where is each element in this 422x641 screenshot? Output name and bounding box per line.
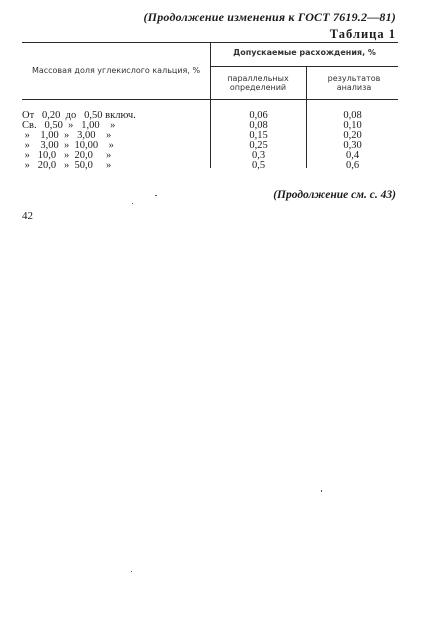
- scan-speck: [321, 490, 322, 492]
- continuation-footer: (Продолжение см. с. 43): [273, 189, 396, 201]
- cell-parallel: 0,3: [251, 150, 266, 161]
- cell-results: 0,4: [345, 150, 360, 161]
- col-header-main: Массовая доля углекислого кальция, %: [31, 66, 201, 75]
- row-label: » 20,0 » 50,0 »: [22, 160, 112, 171]
- row-label: Св. 0,50 » 1,00 »: [22, 120, 116, 131]
- col-header-group: Допускаемые расхождения, %: [233, 48, 376, 57]
- cell-results: 0,20: [343, 130, 362, 141]
- scan-speck: [132, 203, 133, 204]
- cell-parallel: 0,06: [249, 110, 268, 121]
- cell-parallel: 0,25: [249, 140, 268, 151]
- group-header-rule: [210, 66, 398, 67]
- row-label: » 1,00 » 3,00 »: [22, 130, 112, 141]
- row-label: » 3,00 » 10,00 »: [22, 140, 114, 151]
- cell-parallel: 0,5: [251, 160, 266, 171]
- row-label: » 10,0 » 20,0 »: [22, 150, 112, 161]
- continuation-header: (Продолжение изменения к ГОСТ 7619.2—81): [143, 10, 396, 24]
- col-header-results: результатов анализа: [327, 74, 381, 92]
- col-header-parallel: параллельных определений: [227, 74, 289, 92]
- cell-results: 0,10: [343, 120, 362, 131]
- cell-parallel: 0,08: [249, 120, 268, 131]
- cell-results: 0,30: [343, 140, 362, 151]
- page-number: 42: [22, 210, 33, 222]
- table-title: Таблица 1: [329, 27, 396, 41]
- cell-results: 0,08: [343, 110, 362, 121]
- scan-speck: [155, 195, 157, 196]
- cell-parallel: 0,15: [249, 130, 268, 141]
- row-label: От 0,20 до 0,50 включ.: [22, 110, 136, 121]
- cell-results: 0,6: [345, 160, 360, 171]
- data-table: [22, 42, 398, 171]
- scan-speck: [131, 571, 132, 572]
